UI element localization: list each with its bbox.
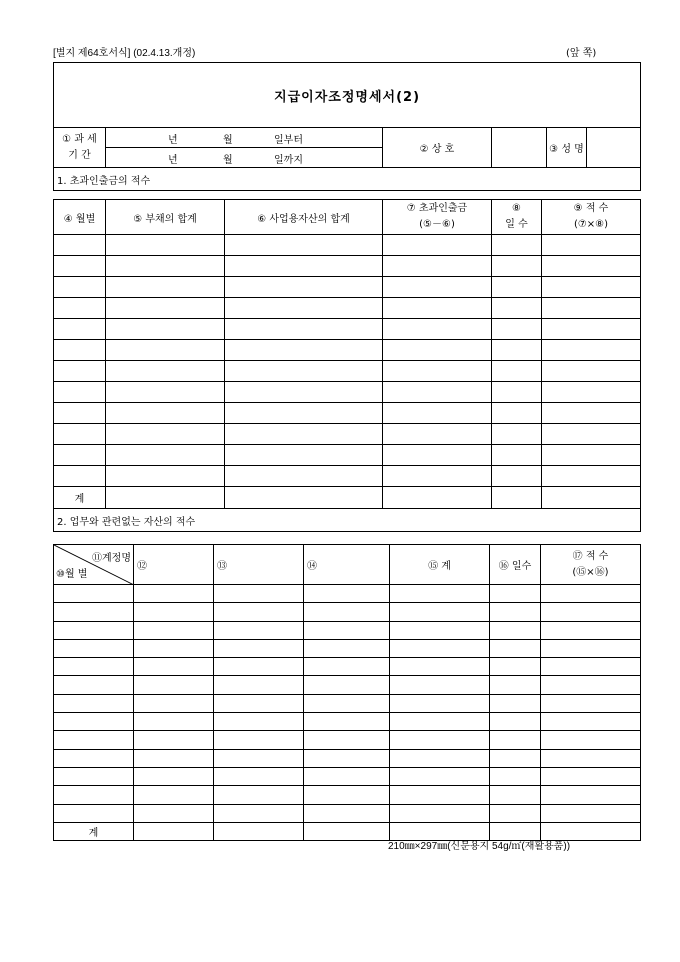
- table-cell[interactable]: [225, 256, 383, 277]
- table-cell[interactable]: [134, 804, 214, 822]
- col-12: ⑫: [134, 545, 214, 585]
- table-row: [54, 298, 641, 319]
- col-17-title: ⑰ 적 수: [572, 550, 609, 562]
- col-17-formula: (⑮×⑯): [572, 566, 609, 578]
- table-cell[interactable]: [225, 298, 383, 319]
- tax-period-label-line1: ① 과 세: [62, 133, 97, 145]
- table-cell[interactable]: [106, 487, 225, 509]
- table-cell[interactable]: [214, 639, 304, 657]
- table-cell[interactable]: [383, 382, 492, 403]
- table-row: [54, 403, 641, 424]
- table-cell[interactable]: [304, 585, 390, 603]
- table-cell[interactable]: [492, 319, 542, 340]
- table-cell[interactable]: [214, 822, 304, 840]
- table-cell[interactable]: [214, 676, 304, 694]
- tax-period-label-line2: 기 간: [68, 149, 91, 161]
- table-cell[interactable]: [106, 235, 225, 256]
- period-from[interactable]: [106, 128, 383, 148]
- month-label: ⑩월 별: [56, 569, 88, 580]
- table-cell[interactable]: [490, 749, 541, 767]
- table-cell[interactable]: [390, 786, 490, 804]
- table-cell[interactable]: [542, 445, 641, 466]
- period-from-month: 월: [223, 135, 233, 146]
- table-row: [54, 235, 641, 256]
- table-row: [54, 639, 641, 657]
- table-row: [54, 382, 641, 403]
- table-cell[interactable]: [106, 403, 225, 424]
- table-cell[interactable]: [492, 403, 542, 424]
- col-17-accumulated: [541, 545, 641, 585]
- table-cell[interactable]: [225, 466, 383, 487]
- table-cell[interactable]: [383, 277, 492, 298]
- table-cell[interactable]: [134, 621, 214, 639]
- section2-heading: 2. 업무와 관련없는 자산의 적수: [54, 509, 641, 532]
- table-cell[interactable]: [106, 466, 225, 487]
- table-cell[interactable]: [54, 731, 134, 749]
- table-cell[interactable]: [541, 676, 641, 694]
- table-cell[interactable]: [54, 340, 106, 361]
- col-accumulated-title: ⑨ 적 수: [573, 203, 609, 214]
- table-cell[interactable]: [304, 822, 390, 840]
- period-from-day: 일부터: [274, 135, 303, 146]
- period-from-year: 년: [168, 135, 178, 146]
- table-row: [54, 731, 641, 749]
- table-cell[interactable]: [390, 676, 490, 694]
- table-cell[interactable]: [390, 713, 490, 731]
- table-cell[interactable]: [542, 235, 641, 256]
- table-cell[interactable]: [490, 731, 541, 749]
- table-cell[interactable]: [134, 694, 214, 712]
- table-cell[interactable]: [225, 424, 383, 445]
- table-cell[interactable]: [106, 298, 225, 319]
- table-cell[interactable]: [492, 361, 542, 382]
- table-cell[interactable]: [383, 424, 492, 445]
- table-cell[interactable]: [383, 235, 492, 256]
- table-row: [54, 466, 641, 487]
- table-cell[interactable]: [134, 603, 214, 621]
- table-cell[interactable]: [304, 804, 390, 822]
- table-cell[interactable]: [304, 658, 390, 676]
- table-row: [54, 277, 641, 298]
- table-cell[interactable]: [304, 621, 390, 639]
- table-cell[interactable]: [492, 298, 542, 319]
- table-cell[interactable]: [390, 658, 490, 676]
- col-accumulated-formula: (⑦×⑧): [573, 219, 609, 230]
- name-field[interactable]: [587, 128, 641, 168]
- table-cell[interactable]: [542, 487, 641, 509]
- table-cell[interactable]: [490, 694, 541, 712]
- table-cell[interactable]: [106, 256, 225, 277]
- table-cell[interactable]: [490, 786, 541, 804]
- table-cell[interactable]: [304, 749, 390, 767]
- table-cell[interactable]: [106, 382, 225, 403]
- table-cell[interactable]: [106, 277, 225, 298]
- table-cell[interactable]: [390, 804, 490, 822]
- section2-table: [53, 544, 641, 841]
- table-cell[interactable]: [490, 658, 541, 676]
- table-cell[interactable]: [106, 319, 225, 340]
- table-cell[interactable]: [54, 767, 134, 785]
- table-cell[interactable]: [541, 767, 641, 785]
- table-row: [54, 749, 641, 767]
- table-row: [54, 585, 641, 603]
- table-cell[interactable]: [542, 319, 641, 340]
- period-to-day: 일까지: [274, 155, 303, 166]
- table-cell[interactable]: [304, 639, 390, 657]
- table-cell[interactable]: [54, 694, 134, 712]
- section1-table: [53, 199, 641, 532]
- table-cell[interactable]: [490, 621, 541, 639]
- table-cell[interactable]: [390, 621, 490, 639]
- table-cell[interactable]: [134, 731, 214, 749]
- table-cell[interactable]: [54, 466, 106, 487]
- table-cell[interactable]: [492, 235, 542, 256]
- table-cell[interactable]: [541, 731, 641, 749]
- col-excess-withdrawal-title: ⑦ 초과인출금: [406, 203, 468, 214]
- table-cell[interactable]: [54, 445, 106, 466]
- col-accumulated: [542, 200, 641, 235]
- table-row: [54, 621, 641, 639]
- table-cell[interactable]: [304, 731, 390, 749]
- table-cell[interactable]: [214, 621, 304, 639]
- table-cell[interactable]: [54, 256, 106, 277]
- table-cell[interactable]: [214, 603, 304, 621]
- table-row: [54, 340, 641, 361]
- table-cell[interactable]: [542, 466, 641, 487]
- page-side-label: (앞 쪽): [566, 48, 597, 59]
- account-name-label: ⑪계정명: [92, 553, 131, 564]
- table-row: [54, 445, 641, 466]
- table-cell[interactable]: [225, 361, 383, 382]
- col-excess-withdrawal: [383, 200, 492, 235]
- table-cell[interactable]: [490, 676, 541, 694]
- table-cell[interactable]: [106, 424, 225, 445]
- table-cell[interactable]: [492, 382, 542, 403]
- table-cell[interactable]: [542, 340, 641, 361]
- table-cell[interactable]: [214, 767, 304, 785]
- table-row: [54, 804, 641, 822]
- table-row: [54, 658, 641, 676]
- table-cell[interactable]: [134, 658, 214, 676]
- table-cell[interactable]: [542, 424, 641, 445]
- table-cell[interactable]: [106, 445, 225, 466]
- col-liabilities-total: ⑤ 부채의 합계: [106, 200, 225, 235]
- table-cell[interactable]: [492, 466, 542, 487]
- paper-spec-footer: 210㎜×297㎜(신문용지 54g/㎡(재활용품)): [388, 841, 571, 852]
- table-cell[interactable]: [225, 487, 383, 509]
- table-cell[interactable]: [214, 731, 304, 749]
- tax-period-label: [54, 128, 106, 168]
- table-cell[interactable]: [134, 713, 214, 731]
- table-cell[interactable]: [134, 767, 214, 785]
- table-cell[interactable]: [492, 340, 542, 361]
- period-to-month: 월: [223, 155, 233, 166]
- table-cell[interactable]: [541, 786, 641, 804]
- table-cell[interactable]: [541, 749, 641, 767]
- table-cell[interactable]: [490, 603, 541, 621]
- table-cell[interactable]: [134, 676, 214, 694]
- col-13: ⑬: [214, 545, 304, 585]
- table-cell[interactable]: [225, 403, 383, 424]
- table-cell[interactable]: [54, 713, 134, 731]
- table-cell[interactable]: [54, 621, 134, 639]
- col-days-title: 일 수: [505, 219, 528, 230]
- table-cell[interactable]: [225, 319, 383, 340]
- table-cell[interactable]: [492, 256, 542, 277]
- table-cell[interactable]: [390, 585, 490, 603]
- table-cell[interactable]: [383, 403, 492, 424]
- table-row: [54, 786, 641, 804]
- section1-heading: 1. 초과인출금의 적수: [54, 168, 641, 191]
- col-15-total: ⑮ 계: [390, 545, 490, 585]
- table-cell[interactable]: [541, 603, 641, 621]
- table-cell[interactable]: [490, 713, 541, 731]
- table-cell[interactable]: [54, 361, 106, 382]
- table-cell[interactable]: [134, 639, 214, 657]
- table-cell[interactable]: [54, 804, 134, 822]
- table-cell[interactable]: [134, 822, 214, 840]
- table-cell[interactable]: [134, 786, 214, 804]
- table-cell[interactable]: [541, 694, 641, 712]
- table-cell[interactable]: [214, 804, 304, 822]
- table-row: [54, 424, 641, 445]
- table-cell[interactable]: [542, 403, 641, 424]
- table-cell[interactable]: [214, 585, 304, 603]
- section1-total-label: 계: [54, 487, 106, 509]
- table-row: [54, 713, 641, 731]
- table-cell[interactable]: [134, 585, 214, 603]
- table-cell[interactable]: [541, 658, 641, 676]
- table-cell[interactable]: [383, 361, 492, 382]
- table-cell[interactable]: [214, 658, 304, 676]
- table-cell[interactable]: [542, 382, 641, 403]
- table-cell[interactable]: [383, 487, 492, 509]
- table-cell[interactable]: [304, 713, 390, 731]
- table-cell[interactable]: [490, 804, 541, 822]
- table-cell[interactable]: [54, 749, 134, 767]
- table-cell[interactable]: [54, 298, 106, 319]
- table-cell[interactable]: [383, 340, 492, 361]
- table-cell[interactable]: [383, 319, 492, 340]
- table-cell[interactable]: [492, 487, 542, 509]
- table-cell[interactable]: [383, 298, 492, 319]
- diagonal-header: [54, 545, 134, 585]
- table-cell[interactable]: [54, 676, 134, 694]
- col-days-number: ⑧: [512, 203, 521, 214]
- table-cell[interactable]: [54, 319, 106, 340]
- table-cell[interactable]: [54, 585, 134, 603]
- table-row: [54, 676, 641, 694]
- table-cell[interactable]: [304, 694, 390, 712]
- table-cell[interactable]: [492, 445, 542, 466]
- table-cell[interactable]: [54, 424, 106, 445]
- table-cell[interactable]: [54, 639, 134, 657]
- table-cell[interactable]: [541, 713, 641, 731]
- form-title: 지급이자조정명세서(2): [54, 63, 641, 128]
- table-cell[interactable]: [106, 340, 225, 361]
- table-cell[interactable]: [54, 403, 106, 424]
- col-14: ⑭: [304, 545, 390, 585]
- table-cell[interactable]: [214, 713, 304, 731]
- table-cell[interactable]: [54, 277, 106, 298]
- col-excess-withdrawal-formula: (⑤－⑥): [419, 219, 455, 230]
- table-cell[interactable]: [492, 277, 542, 298]
- col-days: [492, 200, 542, 235]
- table-cell[interactable]: [541, 585, 641, 603]
- table-cell[interactable]: [390, 749, 490, 767]
- table-cell[interactable]: [54, 658, 134, 676]
- table-cell[interactable]: [54, 603, 134, 621]
- table-cell[interactable]: [304, 603, 390, 621]
- table-cell[interactable]: [304, 767, 390, 785]
- table-row: [54, 767, 641, 785]
- table-row: [54, 319, 641, 340]
- section2-total-label: 계: [54, 822, 134, 840]
- table-cell[interactable]: [383, 445, 492, 466]
- table-cell[interactable]: [541, 621, 641, 639]
- table-cell[interactable]: [54, 382, 106, 403]
- table-cell[interactable]: [106, 361, 225, 382]
- company-field[interactable]: [492, 128, 547, 168]
- table-cell[interactable]: [383, 256, 492, 277]
- table-cell[interactable]: [390, 731, 490, 749]
- table-cell[interactable]: [390, 767, 490, 785]
- table-cell[interactable]: [225, 235, 383, 256]
- table-cell[interactable]: [225, 382, 383, 403]
- table-cell[interactable]: [304, 786, 390, 804]
- table-cell[interactable]: [225, 277, 383, 298]
- table-cell[interactable]: [390, 639, 490, 657]
- table-cell[interactable]: [304, 676, 390, 694]
- table-cell[interactable]: [542, 361, 641, 382]
- table-cell[interactable]: [541, 804, 641, 822]
- table-cell[interactable]: [214, 749, 304, 767]
- main-form-table: [53, 62, 641, 191]
- table-row: [54, 361, 641, 382]
- table-cell[interactable]: [490, 767, 541, 785]
- table-cell[interactable]: [214, 786, 304, 804]
- table-row: [54, 603, 641, 621]
- col-business-assets-total: ⑥ 사업용자산의 합계: [225, 200, 383, 235]
- table-cell[interactable]: [541, 639, 641, 657]
- table-cell[interactable]: [542, 277, 641, 298]
- table-cell[interactable]: [542, 298, 641, 319]
- company-label: ② 상 호: [383, 128, 492, 168]
- table-row: [54, 256, 641, 277]
- table-cell[interactable]: [490, 585, 541, 603]
- period-to-year: 년: [168, 155, 178, 166]
- table-cell[interactable]: [490, 639, 541, 657]
- table-row: [54, 694, 641, 712]
- table-cell[interactable]: [383, 466, 492, 487]
- table-cell[interactable]: [390, 603, 490, 621]
- period-to[interactable]: [106, 148, 383, 168]
- table-cell[interactable]: [54, 786, 134, 804]
- table-cell[interactable]: [54, 235, 106, 256]
- table-cell[interactable]: [214, 694, 304, 712]
- table-cell[interactable]: [492, 424, 542, 445]
- table-cell[interactable]: [225, 445, 383, 466]
- table-cell[interactable]: [225, 340, 383, 361]
- name-label: ③ 성 명: [547, 128, 587, 168]
- col-16-days: ⑯ 일수: [490, 545, 541, 585]
- table-cell[interactable]: [390, 694, 490, 712]
- table-cell[interactable]: [134, 749, 214, 767]
- table-cell[interactable]: [542, 256, 641, 277]
- col-month: ④ 월별: [54, 200, 106, 235]
- form-number: [별지 제64호서식] (02.4.13.개정): [53, 48, 196, 59]
